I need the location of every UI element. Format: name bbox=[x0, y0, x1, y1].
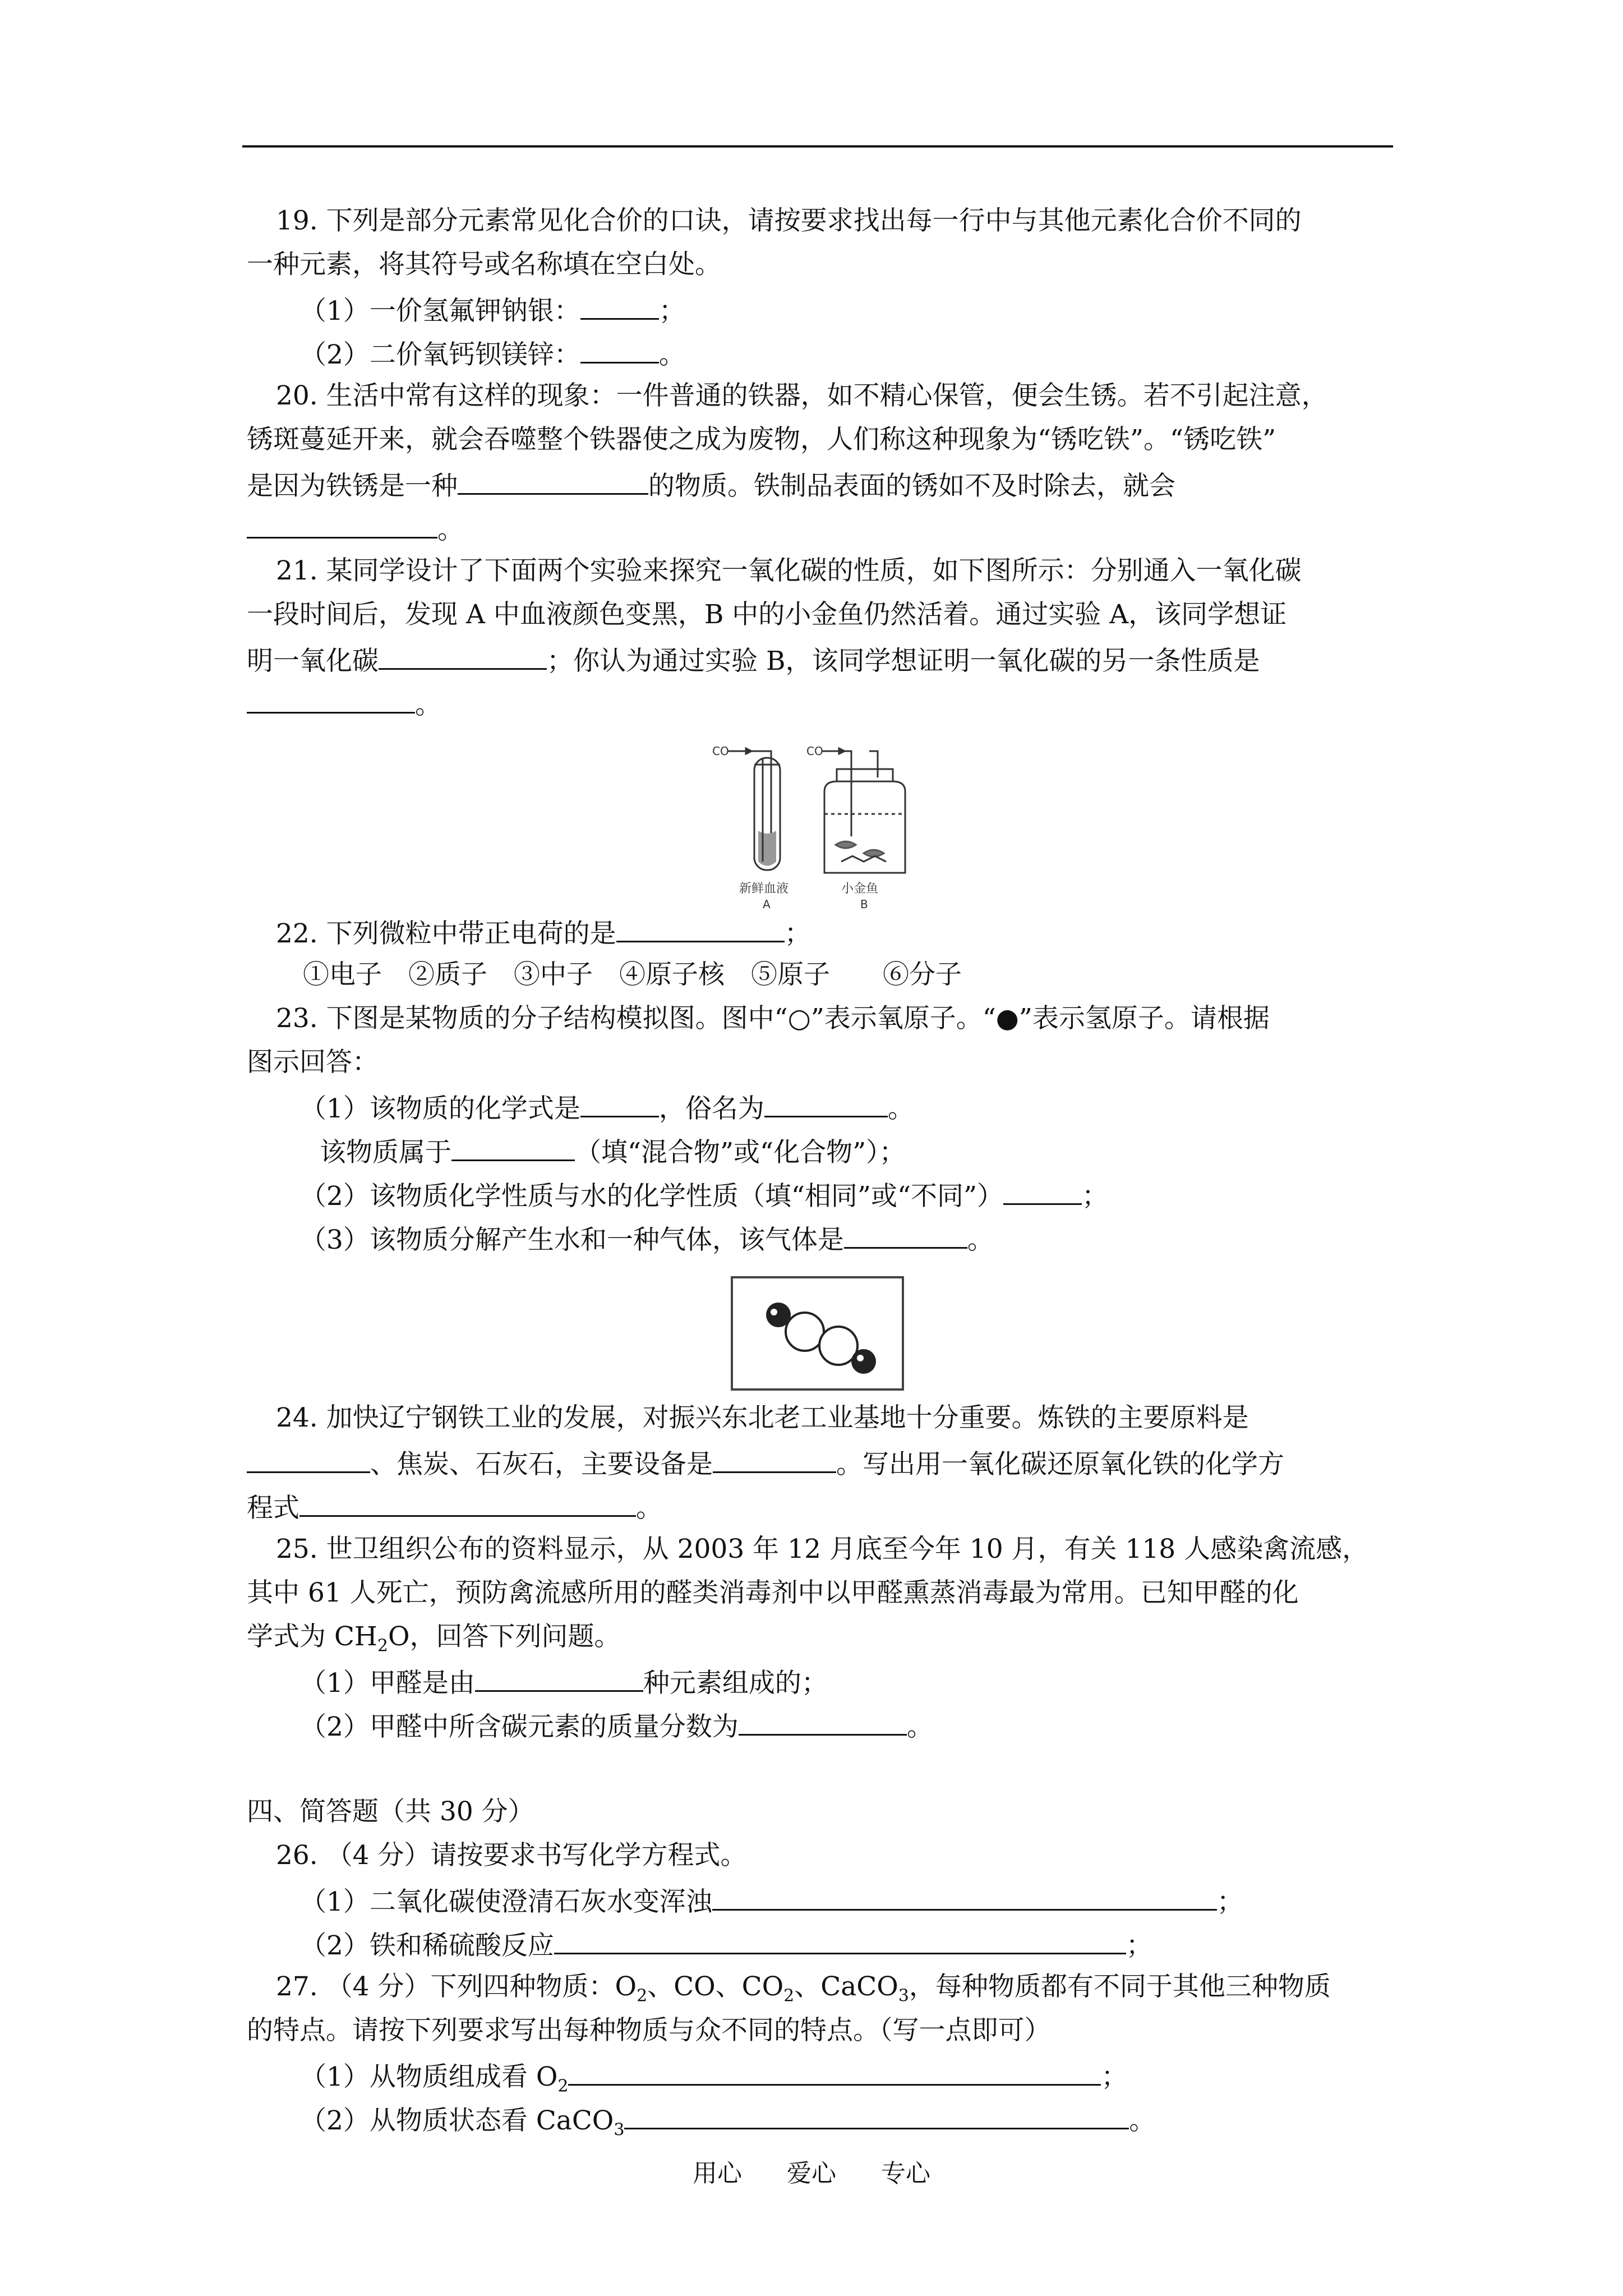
q20-line2: 锈斑蔓延开来，就会吞噬整个铁器使之成为废物，人们称这种现象为“锈吃铁”。“锈吃铁” bbox=[247, 424, 1276, 455]
q23-line1: 23. 下图是某物质的分子结构模拟图。图中“○”表示氧原子。“●”表示氢原子。请根据 bbox=[276, 1003, 1270, 1034]
q21-blank2[interactable] bbox=[247, 680, 415, 714]
q27-text-d: ，每种物质都有不同于其他三种物质 bbox=[909, 1971, 1331, 2002]
q24-line3 bbox=[247, 1484, 1391, 1527]
q25-blank-mass[interactable] bbox=[739, 1703, 907, 1736]
q21-line4 bbox=[247, 680, 1391, 724]
q20-line3-b: 的物质。铁制品表面的锈如不及时除去，就会 bbox=[648, 471, 1175, 501]
q24-line3-a: 程式 bbox=[247, 1493, 299, 1524]
q25-part2 bbox=[247, 1703, 1391, 1746]
oxygen-atom-icon bbox=[786, 1313, 824, 1351]
q22-line1 bbox=[247, 909, 1391, 953]
q23-p3-end: 。 bbox=[967, 1225, 994, 1255]
q23-p1-a: （1）该物质的化学式是 bbox=[300, 1093, 580, 1124]
q23-blank-name[interactable] bbox=[764, 1084, 888, 1117]
q24-blank-equipment[interactable] bbox=[713, 1440, 836, 1473]
q27-p1: （1）从物质组成看 O bbox=[300, 2062, 558, 2092]
q22-option: ③中子 bbox=[514, 959, 593, 990]
q26-part2 bbox=[247, 1921, 1391, 1965]
page-footer bbox=[0, 2153, 1623, 2189]
q21-line2: 一段时间后，发现 A 中血液颜色变黑，B 中的小金鱼仍然活着。通过实验 A，该同学想证 bbox=[247, 599, 1287, 630]
q26-line1: 26. （4 分）请按要求书写化学方程式。 bbox=[276, 1840, 747, 1871]
q22-option: ⑤原子 bbox=[751, 959, 830, 990]
footer-word: 用心 bbox=[693, 2159, 742, 2188]
q26-blank2[interactable] bbox=[554, 1921, 1126, 1954]
caption-a: A bbox=[763, 898, 771, 909]
q27-p1-sub: 2 bbox=[557, 2076, 569, 2096]
q19-part1-end: ； bbox=[658, 296, 685, 326]
q27-line1 bbox=[247, 1965, 1391, 2009]
q22-option: ②质子 bbox=[408, 959, 487, 990]
q24-blank-raw[interactable] bbox=[247, 1440, 370, 1473]
q19-stem-line1: 19. 下列是部分元素常见化合价的口诀，请按要求找出每一行中与其他元素化合价不同的 bbox=[276, 205, 1302, 236]
q27-text-b: 、CO、CO bbox=[647, 1971, 784, 2002]
q23-line2: 图示回答： bbox=[247, 1047, 379, 1078]
q26-blank1[interactable] bbox=[712, 1878, 1217, 1911]
q20-line3 bbox=[247, 462, 1391, 505]
q23-p1-c: 该物质属于 bbox=[320, 1137, 451, 1168]
q20-line1: 20. 生活中常有这样的现象：一件普通的铁器，如不精心保管，便会生锈。若不引起注意， bbox=[276, 380, 1328, 411]
q26-p1-end: ； bbox=[1216, 1887, 1243, 1917]
q21-line3-a: 明一氧化碳 bbox=[247, 646, 379, 677]
footer-word: 专心 bbox=[881, 2159, 930, 2188]
q27-text-c: 、CaCO bbox=[794, 1971, 898, 2002]
q23-part2 bbox=[247, 1172, 1391, 1216]
experiment-b-bottle bbox=[806, 744, 905, 909]
q20-line4 bbox=[247, 505, 1391, 549]
q27-blank2[interactable] bbox=[624, 2096, 1129, 2129]
q27-part2 bbox=[247, 2096, 1391, 2140]
molecule-figure bbox=[247, 1267, 1391, 1396]
q27-sub2: 2 bbox=[783, 1986, 795, 2006]
q23-blank-gas[interactable] bbox=[844, 1216, 967, 1249]
q27-p2: （2）从物质状态看 CaCO bbox=[300, 2105, 614, 2136]
q21-line3-b: ；你认为通过实验 B，该同学想证明一氧化碳的另一条性质是 bbox=[547, 646, 1260, 677]
q22-text: 22. 下列微粒中带正电荷的是 bbox=[276, 918, 616, 949]
q19-part1-text: （1）一价氢氟钾钠银： bbox=[300, 296, 580, 326]
q23-p1-end: 。 bbox=[887, 1093, 914, 1124]
q23-p2-end: ； bbox=[1082, 1181, 1109, 1212]
q23-p1-d: （填“混合物”或“化合物”）； bbox=[575, 1137, 906, 1168]
q19-part1-blank[interactable] bbox=[580, 287, 659, 320]
q27-line2: 的特点。请按下列要求写出每种物质与众不同的特点。（写一点即可） bbox=[247, 2015, 1051, 2046]
q19-part2-end: 。 bbox=[658, 339, 685, 370]
q25-p1-b: 种元素组成的； bbox=[643, 1668, 828, 1699]
q25-line2: 其中 61 人死亡，预防禽流感所用的醛类消毒剂中以甲醛熏蒸消毒最为常用。已知甲醛的化 bbox=[247, 1577, 1299, 1608]
q22-option: ⑥分子 bbox=[883, 959, 962, 990]
q27-p1-end: ； bbox=[1101, 2062, 1128, 2092]
q24-line1: 24. 加快辽宁钢铁工业的发展，对振兴东北老工业基地十分重要。炼铁的主要原料是 bbox=[276, 1402, 1249, 1433]
blood-label: 新鲜血液 bbox=[739, 882, 789, 896]
q23-blank-formula[interactable] bbox=[580, 1084, 659, 1117]
q24-line2-a: 、焦炭、石灰石，主要设备是 bbox=[370, 1449, 713, 1480]
q26-p2-end: ； bbox=[1126, 1930, 1152, 1961]
q19-part1 bbox=[247, 287, 1391, 330]
footer-word: 爱心 bbox=[787, 2159, 836, 2188]
q19-part2-blank[interactable] bbox=[580, 330, 659, 364]
co-label-b: CO bbox=[806, 744, 823, 758]
q22-options bbox=[247, 953, 1391, 997]
page-content bbox=[247, 199, 1391, 2140]
q24-blank-equation[interactable] bbox=[299, 1484, 636, 1517]
q27-sub3: 3 bbox=[898, 1986, 909, 2006]
q27-text-a: 27. （4 分）下列四种物质：O bbox=[276, 1971, 637, 2002]
q23-p3: （3）该物质分解产生水和一种气体，该气体是 bbox=[300, 1225, 844, 1255]
q20-line3-a: 是因为铁锈是一种 bbox=[247, 471, 458, 501]
q25-line3-b: O，回答下列问题。 bbox=[388, 1621, 621, 1652]
q23-p2: （2）该物质化学性质与水的化学性质（填“相同”或“不同”） bbox=[300, 1181, 1004, 1212]
q20-blank2[interactable] bbox=[247, 505, 437, 539]
q27-p2-sub: 3 bbox=[614, 2120, 625, 2140]
q23-p1-b: ，俗名为 bbox=[658, 1093, 764, 1124]
q23-blank-same[interactable] bbox=[1003, 1172, 1082, 1205]
q25-line3 bbox=[247, 1615, 1391, 1659]
q27-sub1: 2 bbox=[637, 1986, 648, 2006]
q22-end: ； bbox=[784, 918, 811, 949]
caption-b: B bbox=[860, 898, 868, 909]
experiment-a-test-tube bbox=[712, 744, 789, 909]
q19-stem-line2: 一种元素，将其符号或名称填在空白处。 bbox=[247, 249, 721, 280]
q26-p1: （1）二氧化碳使澄清石灰水变浑浊 bbox=[300, 1887, 712, 1917]
q25-blank-elements[interactable] bbox=[475, 1659, 643, 1692]
q22-option: ①电子 bbox=[303, 959, 382, 990]
hydrogen-atom-icon bbox=[851, 1349, 876, 1374]
q19-part2 bbox=[247, 330, 1391, 374]
q22-blank[interactable] bbox=[616, 909, 785, 942]
q23-part1 bbox=[247, 1084, 1391, 1128]
q19-part2-text: （2）二价氧钙钡镁锌： bbox=[300, 339, 580, 370]
q27-blank1[interactable] bbox=[568, 2053, 1101, 2086]
header-rule bbox=[242, 145, 1393, 148]
q25-line3-a: 学式为 CH bbox=[247, 1621, 377, 1652]
q20-blank1[interactable] bbox=[458, 462, 648, 495]
q25-sub: 2 bbox=[377, 1636, 388, 1656]
q25-p2-a: （2）甲醛中所含碳元素的质量分数为 bbox=[300, 1711, 739, 1742]
q27-p2-end: 。 bbox=[1129, 2105, 1156, 2136]
q25-line1: 25. 世卫组织公布的资料显示，从 2003 年 12 月底至今年 10 月，有关 118 人感染禽流感， bbox=[276, 1534, 1369, 1565]
q21-line1: 21. 某同学设计了下面两个实验来探究一氧化碳的性质，如下图所示：分别通入一氧化碳 bbox=[276, 555, 1302, 586]
q21-blank1[interactable] bbox=[379, 637, 547, 670]
section-title: 四、简答题（共 30 分） bbox=[247, 1796, 534, 1827]
co-label-a: CO bbox=[712, 744, 729, 758]
q23-part3 bbox=[247, 1216, 1391, 1259]
q23-part1-cont bbox=[247, 1128, 1391, 1172]
q26-p2: （2）铁和稀硫酸反应 bbox=[300, 1930, 554, 1961]
q21-line4-end: 。 bbox=[415, 689, 441, 720]
q26-part1 bbox=[247, 1878, 1391, 1921]
co-experiment-figure bbox=[247, 724, 1391, 909]
q25-part1 bbox=[247, 1659, 1391, 1703]
molecule-svg bbox=[247, 1267, 1391, 1396]
q25-p1-a: （1）甲醛是由 bbox=[300, 1668, 475, 1699]
co-experiment-svg bbox=[247, 724, 1391, 909]
q25-p2-end: 。 bbox=[906, 1711, 933, 1742]
q20-line4-end: 。 bbox=[437, 514, 464, 545]
q24-line2-b: 。写出用一氧化碳还原氧化铁的化学方 bbox=[836, 1449, 1284, 1480]
q23-blank-class[interactable] bbox=[451, 1128, 575, 1161]
q24-line2 bbox=[247, 1440, 1391, 1484]
q27-part1 bbox=[247, 2053, 1391, 2096]
q24-line3-end: 。 bbox=[636, 1493, 662, 1524]
q21-line3 bbox=[247, 637, 1391, 680]
fish-label: 小金鱼 bbox=[841, 882, 879, 896]
q22-option: ④原子核 bbox=[619, 959, 725, 990]
